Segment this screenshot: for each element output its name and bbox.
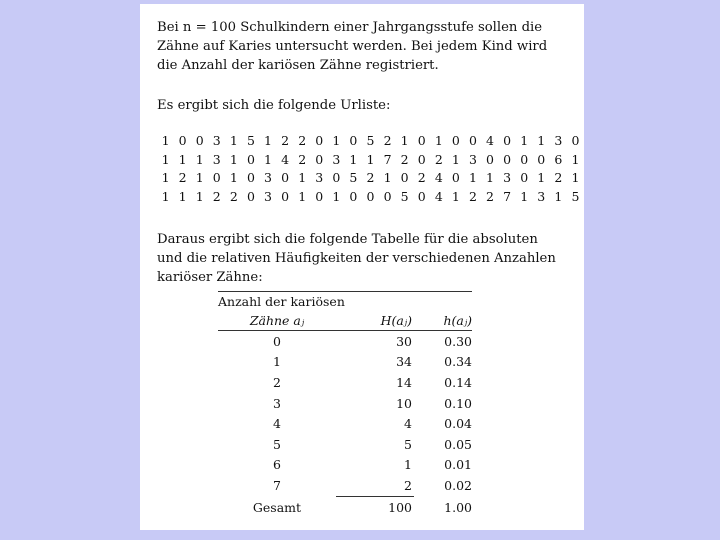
urliste-cell: 0 — [400, 170, 409, 186]
urliste-cell: 1 — [554, 189, 563, 205]
urliste-cell: 1 — [451, 151, 460, 167]
urliste-cell: 1 — [332, 132, 341, 148]
urliste-cell: 1 — [161, 132, 170, 148]
urliste-cell: 3 — [537, 189, 546, 205]
urliste-cell: 3 — [212, 132, 221, 148]
total-relative: 1.00 — [444, 500, 472, 515]
urliste-cell: 5 — [571, 189, 580, 205]
urliste-cell: 0 — [451, 132, 460, 148]
urliste-cell: 1 — [520, 189, 529, 205]
urliste-row — [157, 131, 584, 150]
header-absolute: H(aⱼ) — [336, 310, 414, 331]
urliste-cell: 5 — [366, 132, 375, 148]
urliste-table — [157, 131, 584, 206]
urliste-cell: 0 — [246, 170, 255, 186]
anzahl-cell: 2 — [273, 374, 281, 390]
urliste-cell: 7 — [503, 189, 512, 205]
anzahl-cell: 7 — [273, 478, 281, 494]
urliste-cell: 2 — [554, 170, 563, 186]
urliste-cell: 0 — [366, 189, 375, 205]
urliste-row — [157, 169, 584, 188]
anzahl-cell: 3 — [273, 395, 281, 411]
urliste-cell: 2 — [366, 170, 375, 186]
absolute-cell: 34 — [396, 354, 412, 370]
relative-cell: 0.04 — [444, 416, 472, 432]
document-page — [140, 4, 584, 530]
urliste-cell: 1 — [468, 170, 477, 186]
urliste-cell: 0 — [451, 170, 460, 186]
urliste-cell: 3 — [212, 151, 221, 167]
absolute-cell: 14 — [396, 374, 412, 390]
urliste-cell: 1 — [195, 151, 204, 167]
urliste-row — [157, 150, 584, 169]
absolute-cell: 2 — [404, 477, 412, 493]
urliste-cell: 1 — [520, 132, 529, 148]
urliste-cell: 0 — [537, 151, 546, 167]
absolute-cell: 4 — [404, 416, 412, 432]
urliste-cell: 2 — [229, 189, 238, 205]
urliste-cell: 3 — [332, 151, 341, 167]
urliste-cell: 4 — [486, 132, 494, 148]
relative-cell: 0.05 — [444, 436, 472, 452]
urliste-cell: 1 — [178, 151, 187, 167]
urliste-intro: Es ergibt sich die folgende Urliste: — [157, 98, 391, 113]
urliste-cell: 0 — [349, 132, 358, 148]
urliste-cell: 1 — [486, 170, 494, 186]
urliste-cell: 1 — [571, 170, 580, 186]
urliste-cell: 1 — [400, 132, 409, 148]
table-row — [218, 475, 472, 496]
absolute-cell: 1 — [404, 457, 412, 473]
urliste-cell: 4 — [434, 170, 443, 186]
anzahl-cell: 4 — [273, 416, 281, 432]
urliste-cell: 3 — [264, 170, 272, 186]
urliste-cell: 0 — [571, 132, 580, 148]
urliste-cell: 1 — [451, 189, 460, 205]
urliste-cell: 1 — [537, 170, 546, 186]
header-zaehne: Zähne aⱼ — [218, 310, 336, 331]
table-row — [218, 413, 472, 434]
urliste-cell: 0 — [281, 189, 290, 205]
table-intro-paragraph: Daraus ergibt sich die folgende Tabelle für die absoluten und die relativen Häufigkeiten der verschiedenen Anzahlen kariöser Zähne: — [157, 232, 556, 285]
urliste-cell: 6 — [554, 151, 563, 167]
urliste-cell: 1 — [161, 170, 170, 186]
urliste-cell: 2 — [178, 170, 187, 186]
urliste-cell: 2 — [434, 151, 443, 167]
urliste-cell: 0 — [332, 170, 341, 186]
relative-cell: 0.01 — [444, 457, 472, 473]
urliste-cell: 1 — [332, 189, 341, 205]
urliste-cell: 7 — [383, 151, 392, 167]
urliste-cell: 3 — [554, 132, 563, 148]
urliste-cell: 0 — [178, 132, 187, 148]
urliste-cell: 1 — [161, 189, 170, 205]
urliste-cell: 2 — [298, 151, 307, 167]
urliste-cell: 0 — [417, 151, 426, 167]
anzahl-cell: 5 — [273, 436, 281, 452]
urliste-cell: 0 — [212, 170, 221, 186]
urliste-cell: 0 — [195, 132, 204, 148]
anzahl-cell: 6 — [273, 457, 281, 473]
urliste-cell: 4 — [281, 151, 290, 167]
intro-paragraph: Bei n = 100 Schulkindern einer Jahrgangsstufe sollen die Zähne auf Karies untersucht werden. Bei jedem Kind wird die Anzahl der kariösen Zähne registriert. — [157, 20, 548, 73]
urliste-cell: 1 — [229, 132, 238, 148]
urliste-cell: 2 — [417, 170, 426, 186]
total-row — [218, 496, 472, 519]
urliste-cell: 1 — [349, 151, 358, 167]
urliste-cell: 1 — [264, 151, 272, 167]
urliste-cell: 2 — [468, 189, 477, 205]
urliste-cell: 2 — [383, 132, 392, 148]
urliste-cell: 2 — [486, 189, 494, 205]
header-anzahl: Anzahl der kariösen — [218, 292, 472, 311]
urliste-cell: 1 — [178, 189, 187, 205]
urliste-cell: 0 — [281, 170, 290, 186]
urliste-cell: 0 — [486, 151, 494, 167]
urliste-cell: 1 — [298, 189, 307, 205]
table-row — [218, 455, 472, 476]
urliste-cell: 0 — [383, 189, 392, 205]
relative-cell: 0.10 — [444, 395, 472, 411]
urliste-cell: 3 — [468, 151, 477, 167]
table-row — [218, 331, 472, 352]
absolute-cell: 5 — [404, 436, 412, 452]
urliste-cell: 1 — [434, 132, 443, 148]
table-row — [218, 393, 472, 414]
anzahl-cell: 0 — [273, 333, 281, 349]
total-absolute: 100 — [336, 496, 414, 519]
urliste-cell: 2 — [212, 189, 221, 205]
urliste-cell: 1 — [229, 170, 238, 186]
urliste-cell: 2 — [298, 132, 307, 148]
urliste-row — [157, 187, 584, 206]
urliste-cell: 1 — [298, 170, 307, 186]
urliste-cell: 0 — [417, 132, 426, 148]
relative-cell: 0.02 — [444, 478, 472, 494]
anzahl-cell: 1 — [273, 354, 281, 370]
urliste-cell: 2 — [281, 132, 290, 148]
urliste-cell: 1 — [229, 151, 238, 167]
frequency-table — [218, 291, 472, 519]
urliste-cell: 3 — [503, 170, 512, 186]
urliste-cell: 0 — [417, 189, 426, 205]
urliste-cell: 4 — [434, 189, 443, 205]
table-row — [218, 352, 472, 373]
urliste-cell: 0 — [468, 132, 477, 148]
urliste-cell: 0 — [520, 170, 529, 186]
urliste-cell: 1 — [537, 132, 546, 148]
absolute-cell: 30 — [396, 333, 412, 349]
relative-cell: 0.14 — [444, 374, 472, 390]
urliste-cell: 3 — [315, 170, 324, 186]
total-label: Gesamt — [252, 500, 302, 515]
urliste-cell: 0 — [246, 151, 255, 167]
urliste-cell: 1 — [383, 170, 392, 186]
urliste-cell: 0 — [503, 132, 512, 148]
urliste-cell: 5 — [400, 189, 409, 205]
urliste-cell: 5 — [246, 132, 255, 148]
urliste-cell: 0 — [520, 151, 529, 167]
urliste-cell: 5 — [349, 170, 358, 186]
urliste-cell: 0 — [246, 189, 255, 205]
urliste-cell: 0 — [503, 151, 512, 167]
table-row — [218, 372, 472, 393]
urliste-cell: 0 — [315, 189, 324, 205]
relative-cell: 0.30 — [444, 333, 472, 349]
table-row — [218, 434, 472, 455]
urliste-cell: 1 — [195, 189, 204, 205]
urliste-cell: 1 — [264, 132, 272, 148]
urliste-cell: 0 — [315, 132, 324, 148]
urliste-cell: 2 — [400, 151, 409, 167]
urliste-cell: 0 — [349, 189, 358, 205]
relative-cell: 0.34 — [444, 354, 472, 370]
urliste-cell: 1 — [195, 170, 204, 186]
urliste-cell: 3 — [264, 189, 272, 205]
header-relative: h(aⱼ) — [414, 310, 472, 331]
urliste-cell: 0 — [315, 151, 324, 167]
urliste-cell: 1 — [571, 151, 580, 167]
absolute-cell: 10 — [396, 395, 412, 411]
urliste-cell: 1 — [161, 151, 170, 167]
urliste-cell: 1 — [366, 151, 375, 167]
